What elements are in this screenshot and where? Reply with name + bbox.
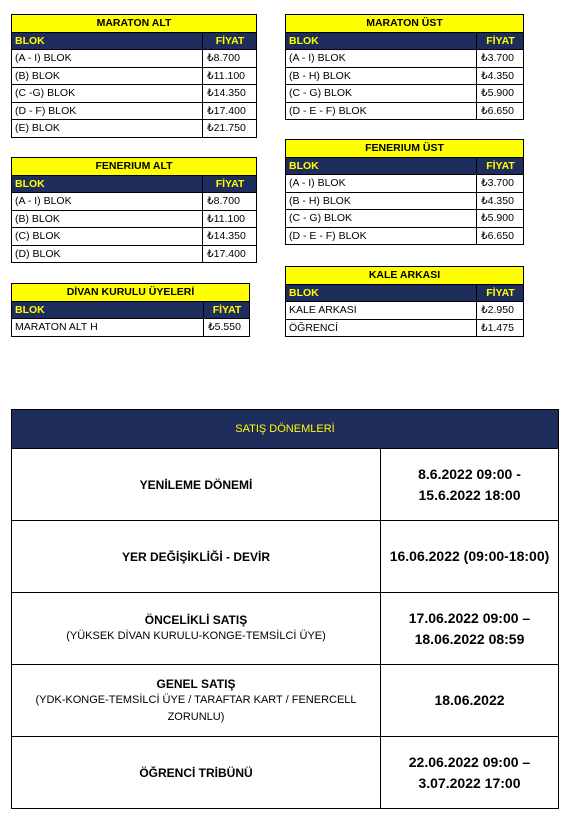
fiyat-cell: ₺8.700 bbox=[203, 50, 257, 68]
blok-cell: (A - I) BLOK bbox=[12, 50, 203, 68]
blok-cell: (D - E - F) BLOK bbox=[286, 227, 477, 245]
period-date: 22.06.2022 09:00 – 3.07.2022 17:00 bbox=[381, 737, 559, 809]
column-header-fiyat: FİYAT bbox=[477, 284, 524, 302]
blok-cell: (A - I) BLOK bbox=[12, 193, 203, 211]
fiyat-cell: ₺3.700 bbox=[477, 175, 524, 193]
fiyat-cell: ₺6.650 bbox=[477, 102, 524, 120]
table-row bbox=[286, 302, 524, 320]
column-header-blok: BLOK bbox=[12, 32, 203, 50]
fiyat-cell: ₺3.700 bbox=[477, 50, 524, 68]
blok-cell: ÖĞRENCİ bbox=[286, 319, 477, 337]
table-row bbox=[286, 85, 524, 103]
period-label: YER DEĞİŞİKLİĞİ - DEVİR bbox=[121, 549, 271, 564]
fiyat-cell: ₺5.550 bbox=[204, 319, 250, 337]
table-title: MARATON ALT bbox=[12, 15, 257, 33]
blok-cell: (B) BLOK bbox=[12, 67, 203, 85]
table-row bbox=[12, 67, 257, 85]
fiyat-cell: ₺11.100 bbox=[203, 210, 257, 228]
table-title: DİVAN KURULU ÜYELERİ bbox=[12, 284, 250, 302]
table-row bbox=[12, 102, 257, 120]
table-title: FENERIUM ÜST bbox=[286, 140, 524, 158]
column-header-fiyat: FİYAT bbox=[203, 32, 257, 50]
blok-cell: (A - I) BLOK bbox=[286, 175, 477, 193]
blok-cell: (A - I) BLOK bbox=[286, 50, 477, 68]
column-header-blok: BLOK bbox=[12, 175, 203, 193]
fiyat-cell: ₺5.900 bbox=[477, 85, 524, 103]
fiyat-cell: ₺1.475 bbox=[477, 319, 524, 337]
column-header-blok: BLOK bbox=[286, 32, 477, 50]
period-label: ÖNCELİKLİ SATIŞ bbox=[144, 613, 248, 627]
fiyat-cell: ₺17.400 bbox=[203, 102, 257, 120]
column-header-blok: BLOK bbox=[12, 301, 204, 319]
table-row bbox=[286, 210, 524, 228]
table-row bbox=[12, 319, 250, 337]
table-row bbox=[12, 120, 257, 138]
table-row bbox=[12, 245, 257, 263]
table-row bbox=[286, 319, 524, 337]
table-title: MARATON ÜST bbox=[286, 15, 524, 33]
table-row bbox=[12, 193, 257, 211]
fiyat-cell: ₺17.400 bbox=[203, 245, 257, 263]
period-date: 18.06.2022 bbox=[381, 665, 559, 737]
blok-cell: (B - H) BLOK bbox=[286, 67, 477, 85]
table-row bbox=[286, 67, 524, 85]
column-header-blok: BLOK bbox=[286, 284, 477, 302]
price-table-divan-kurulu bbox=[11, 283, 250, 337]
price-table-maraton-alt bbox=[11, 14, 257, 138]
fiyat-cell: ₺21.750 bbox=[203, 120, 257, 138]
fiyat-cell: ₺2.950 bbox=[477, 302, 524, 320]
blok-cell: KALE ARKASI bbox=[286, 302, 477, 320]
table-title: KALE ARKASI bbox=[286, 267, 524, 285]
blok-cell: (C - G) BLOK bbox=[286, 210, 477, 228]
period-label: GENEL SATIŞ bbox=[156, 676, 236, 691]
blok-cell: (B) BLOK bbox=[12, 210, 203, 228]
table-row bbox=[12, 210, 257, 228]
column-header-fiyat: FİYAT bbox=[477, 157, 524, 175]
sales-periods-header: SATIŞ DÖNEMLERİ bbox=[12, 410, 559, 449]
fiyat-cell: ₺4.350 bbox=[477, 67, 524, 85]
fiyat-cell: ₺5.900 bbox=[477, 210, 524, 228]
blok-cell: (C - G) BLOK bbox=[286, 85, 477, 103]
period-row bbox=[12, 521, 559, 593]
fiyat-cell: ₺6.650 bbox=[477, 227, 524, 245]
blok-cell: (C) BLOK bbox=[12, 228, 203, 246]
column-header-fiyat: FİYAT bbox=[204, 301, 250, 319]
fiyat-cell: ₺14.350 bbox=[203, 85, 257, 103]
table-row bbox=[12, 85, 257, 103]
blok-cell: (B - H) BLOK bbox=[286, 192, 477, 210]
period-date: 17.06.2022 09:00 – 18.06.2022 08:59 bbox=[381, 593, 559, 665]
table-row bbox=[12, 228, 257, 246]
period-label: YENİLEME DÖNEMİ bbox=[139, 477, 253, 492]
period-row bbox=[12, 593, 559, 665]
period-sublabel: (YDK-KONGE-TEMSİLCİ ÜYE / TARAFTAR KART / FENERCELL ZORUNLU) bbox=[35, 693, 357, 723]
blok-cell: (E) BLOK bbox=[12, 120, 203, 138]
blok-cell: (D - E - F) BLOK bbox=[286, 102, 477, 120]
price-table-fenerium-alt bbox=[11, 157, 257, 263]
fiyat-cell: ₺8.700 bbox=[203, 193, 257, 211]
column-header-fiyat: FİYAT bbox=[203, 175, 257, 193]
table-row bbox=[12, 50, 257, 68]
period-row bbox=[12, 665, 559, 737]
fiyat-cell: ₺4.350 bbox=[477, 192, 524, 210]
sales-periods-table bbox=[11, 409, 559, 809]
table-row bbox=[286, 175, 524, 193]
period-row bbox=[12, 449, 559, 521]
period-date: 8.6.2022 09:00 - 15.6.2022 18:00 bbox=[381, 449, 559, 521]
blok-cell: MARATON ALT H bbox=[12, 319, 204, 337]
table-row bbox=[286, 227, 524, 245]
table-row bbox=[286, 192, 524, 210]
fiyat-cell: ₺14.350 bbox=[203, 228, 257, 246]
blok-cell: (C -G) BLOK bbox=[12, 85, 203, 103]
price-table-maraton-ust bbox=[285, 14, 524, 120]
table-title: FENERIUM ALT bbox=[12, 158, 257, 176]
price-table-kale-arkasi bbox=[285, 266, 524, 337]
period-date: 16.06.2022 (09:00-18:00) bbox=[381, 521, 559, 593]
price-table-fenerium-ust bbox=[285, 139, 524, 245]
table-row bbox=[286, 102, 524, 120]
period-label: ÖĞRENCİ TRİBÜNÜ bbox=[139, 765, 253, 780]
column-header-fiyat: FİYAT bbox=[477, 32, 524, 50]
fiyat-cell: ₺11.100 bbox=[203, 67, 257, 85]
blok-cell: (D - F) BLOK bbox=[12, 102, 203, 120]
table-row bbox=[286, 50, 524, 68]
period-row bbox=[12, 737, 559, 809]
period-sublabel: (YÜKSEK DİVAN KURULU-KONGE-TEMSİLCİ ÜYE) bbox=[66, 630, 326, 642]
blok-cell: (D) BLOK bbox=[12, 245, 203, 263]
column-header-blok: BLOK bbox=[286, 157, 477, 175]
